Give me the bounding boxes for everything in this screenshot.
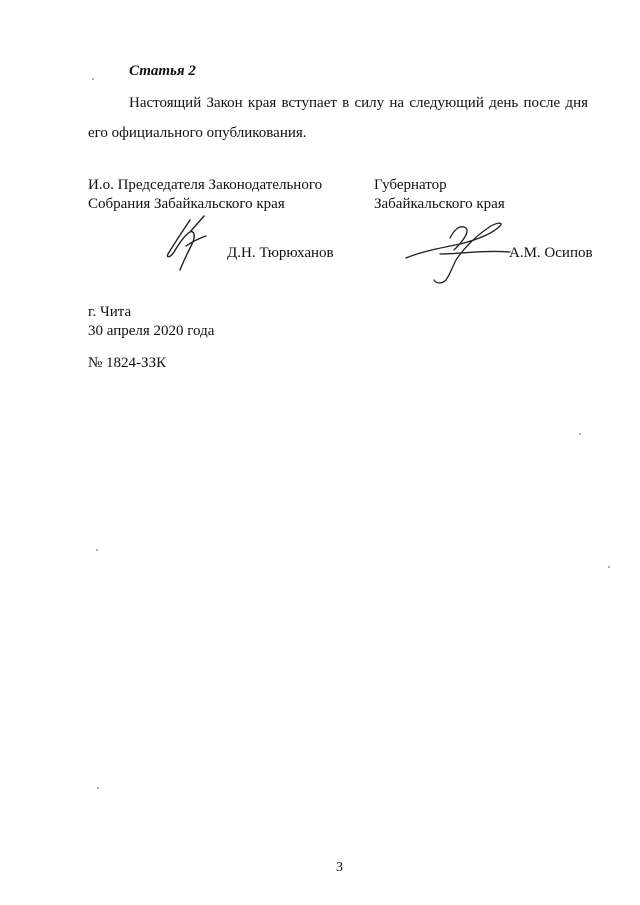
page-number: 3 xyxy=(336,860,343,875)
right-signatory-name: А.М. Осипов xyxy=(509,245,593,261)
scan-speck xyxy=(97,787,99,789)
left-signatory-name: Д.Н. Тюрюханов xyxy=(227,245,334,261)
article-title: Статья 2 xyxy=(129,63,196,79)
scan-speck xyxy=(92,78,94,80)
article-paragraph: Настоящий Закон края вступает в силу на следующий день после дня его официального опубликования. xyxy=(88,95,588,141)
right-signature xyxy=(400,218,512,286)
left-signatory-title-line1: И.о. Председателя Законодательного xyxy=(88,177,323,193)
scan-speck xyxy=(579,433,581,435)
law-number: № 1824-ЗЗК xyxy=(88,355,167,371)
right-signatory-title xyxy=(374,176,505,214)
left-signatory-title-line2: Собрания Забайкальского края xyxy=(88,196,285,212)
scan-speck xyxy=(608,566,610,568)
date: 30 апреля 2020 года xyxy=(88,323,215,339)
left-signature xyxy=(160,212,220,274)
place-and-date xyxy=(88,303,214,341)
right-signatory-title-line2: Забайкальского края xyxy=(374,196,505,212)
scan-speck xyxy=(96,549,98,551)
left-signatory-title xyxy=(88,176,322,214)
place: г. Чита xyxy=(88,304,132,320)
right-signatory-title-line1: Губернатор xyxy=(374,177,447,193)
